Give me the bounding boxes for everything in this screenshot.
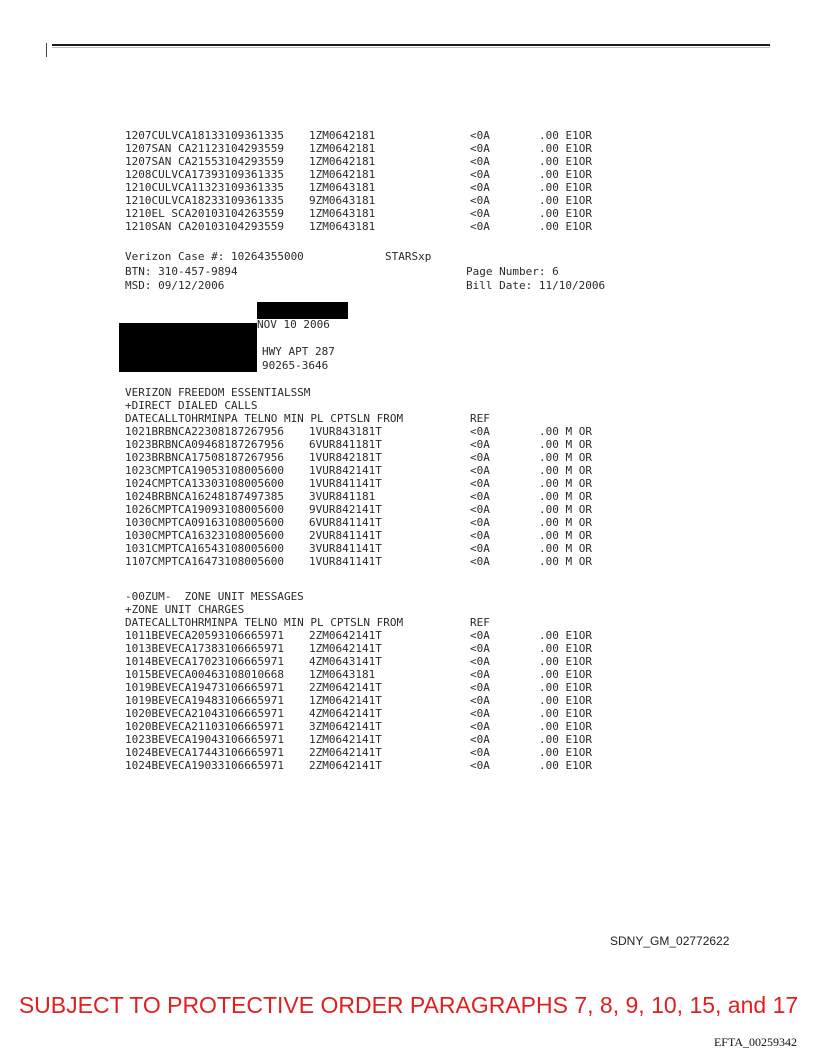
rate-code: 1ZM0643181 [309, 181, 376, 194]
ref-code: <0A [470, 668, 490, 681]
amount: .00 E1OR [539, 694, 592, 707]
amount: .00 E1OR [539, 181, 592, 194]
ref-code: <0A [470, 220, 490, 233]
ref-code: <0A [470, 681, 490, 694]
amount: .00 E1OR [539, 733, 592, 746]
call-detail: 1023BRBNCA17508187267956 [125, 451, 284, 464]
ref-code: <0A [470, 490, 490, 503]
ref-code: <0A [470, 733, 490, 746]
msd-date: MSD: 09/12/2006 [125, 279, 225, 292]
system-name: STARSxp [385, 250, 432, 263]
rate-code: 2ZM0642141T [309, 681, 382, 694]
call-detail: 1024CMPTCA13303108005600 [125, 477, 284, 490]
call-detail: 1024BEVECA19033106665971 [125, 759, 284, 772]
amount: .00 E1OR [539, 668, 592, 681]
rate-code: 4ZM0643141T [309, 655, 382, 668]
rate-code: 1ZM0642141T [309, 733, 382, 746]
rate-code: 1ZM0642181 [309, 155, 376, 168]
ref-code: <0A [470, 464, 490, 477]
call-detail: 1207SAN CA21123104293559 [125, 142, 284, 155]
amount: .00 M OR [539, 555, 592, 568]
call-detail: 1024BEVECA17443106665971 [125, 746, 284, 759]
rate-code: 1ZM0642141T [309, 642, 382, 655]
amount: .00 E1OR [539, 642, 592, 655]
ref-code: <0A [470, 438, 490, 451]
rate-code: 3VUR841181 [309, 490, 376, 503]
call-detail: 1107CMPTCA16473108005600 [125, 555, 284, 568]
call-detail: 1019BEVECA19473106665971 [125, 681, 284, 694]
rate-code: 1ZM0643181 [309, 207, 376, 220]
rate-code: 2ZM0642141T [309, 746, 382, 759]
call-detail: 1210CULVCA18233109361335 [125, 194, 284, 207]
amount: .00 E1OR [539, 655, 592, 668]
call-detail: 1011BEVECA20593106665971 [125, 629, 284, 642]
scan-edge-mark [46, 43, 47, 57]
call-detail: 1207SAN CA21553104293559 [125, 155, 284, 168]
rate-code: 2ZM0642141T [309, 759, 382, 772]
call-detail: 1020BEVECA21043106665971 [125, 707, 284, 720]
ref-code: <0A [470, 746, 490, 759]
rate-code: 6VUR841141T [309, 516, 382, 529]
rate-code: 3VUR841141T [309, 542, 382, 555]
amount: .00 E1OR [539, 629, 592, 642]
ref-code: <0A [470, 451, 490, 464]
amount: .00 M OR [539, 503, 592, 516]
efta-number: EFTA_00259342 [713, 1035, 797, 1049]
amount: .00 E1OR [539, 168, 592, 181]
amount: .00 M OR [539, 490, 592, 503]
rate-code: 1ZM0643181 [309, 220, 376, 233]
ref-code: <0A [470, 168, 490, 181]
page-number: Page Number: 6 [466, 265, 559, 278]
rate-code: 1ZM0642181 [309, 142, 376, 155]
call-detail: 1030CMPTCA16323108005600 [125, 529, 284, 542]
call-detail: 1015BEVECA00463108010668 [125, 668, 284, 681]
ref-code: <0A [470, 181, 490, 194]
amount: .00 M OR [539, 451, 592, 464]
rate-code: 3ZM0642141T [309, 720, 382, 733]
rate-code: 9VUR842141T [309, 503, 382, 516]
rate-code: 1ZM0643181 [309, 668, 376, 681]
call-detail: 1023BEVECA19043106665971 [125, 733, 284, 746]
rate-code: 6VUR841181T [309, 438, 382, 451]
amount: .00 M OR [539, 529, 592, 542]
amount: .00 E1OR [539, 207, 592, 220]
amount: .00 E1OR [539, 129, 592, 142]
ref-code: <0A [470, 555, 490, 568]
call-detail: 1024BRBNCA16248187497385 [125, 490, 284, 503]
call-detail: 1023CMPTCA19053108005600 [125, 464, 284, 477]
call-detail: 1019BEVECA19483106665971 [125, 694, 284, 707]
ref-code: <0A [470, 477, 490, 490]
amount: .00 E1OR [539, 142, 592, 155]
rate-code: 1VUR841141T [309, 477, 382, 490]
ref-code: <0A [470, 516, 490, 529]
call-detail: 1021BRBNCA22308187267956 [125, 425, 284, 438]
address-date: NOV 10 2006 [257, 318, 330, 331]
ref-code: <0A [470, 207, 490, 220]
ref-code: <0A [470, 542, 490, 555]
call-detail: 1013BEVECA17383106665971 [125, 642, 284, 655]
page-top-rule [52, 44, 770, 46]
ref-code: <0A [470, 720, 490, 733]
amount: .00 M OR [539, 516, 592, 529]
ref-code: <0A [470, 529, 490, 542]
rate-code: 1ZM0642181 [309, 168, 376, 181]
call-detail: 1026CMPTCA19093108005600 [125, 503, 284, 516]
ref-code: <0A [470, 694, 490, 707]
call-detail: 1210EL SCA20103104263559 [125, 207, 284, 220]
call-detail: 1210CULVCA11323109361335 [125, 181, 284, 194]
ref-code: <0A [470, 129, 490, 142]
amount: .00 M OR [539, 542, 592, 555]
rate-code: 9ZM0643181 [309, 194, 376, 207]
call-detail: 1014BEVECA17023106665971 [125, 655, 284, 668]
amount: .00 E1OR [539, 681, 592, 694]
amount: .00 E1OR [539, 220, 592, 233]
case-number: Verizon Case #: 10264355000 [125, 250, 304, 263]
rate-code: 1VUR842141T [309, 464, 382, 477]
rate-code: 4ZM0642141T [309, 707, 382, 720]
amount: .00 E1OR [539, 707, 592, 720]
rate-code: 2ZM0642141T [309, 629, 382, 642]
call-detail: 1020BEVECA21103106665971 [125, 720, 284, 733]
ref-code: <0A [470, 194, 490, 207]
rate-code: 1VUR841141T [309, 555, 382, 568]
rate-code: 1VUR842181T [309, 451, 382, 464]
call-detail: 1210SAN CA20103104293559 [125, 220, 284, 233]
bates-number: SDNY_GM_02772622 [610, 934, 730, 948]
protective-order-notice: SUBJECT TO PROTECTIVE ORDER PARAGRAPHS 7, 8, 9, 10, 15, and 17 [18, 992, 799, 1018]
address-zip: 90265-3646 [262, 359, 329, 372]
rate-code: 1ZM0642141T [309, 694, 382, 707]
amount: .00 E1OR [539, 746, 592, 759]
amount: .00 E1OR [539, 720, 592, 733]
ref-code: <0A [470, 425, 490, 438]
call-detail: 1207CULVCA18133109361335 [125, 129, 284, 142]
amount: .00 M OR [539, 477, 592, 490]
amount: .00 E1OR [539, 155, 592, 168]
amount: .00 M OR [539, 425, 592, 438]
ref-code: <0A [470, 655, 490, 668]
redaction-box [257, 302, 348, 319]
ref-code: <0A [470, 503, 490, 516]
call-detail: 1030CMPTCA09163108005600 [125, 516, 284, 529]
amount: .00 E1OR [539, 759, 592, 772]
call-detail: 1031CMPTCA16543108005600 [125, 542, 284, 555]
amount: .00 M OR [539, 438, 592, 451]
page-top-rule-shadow [52, 47, 770, 48]
amount: .00 E1OR [539, 194, 592, 207]
ref-code: <0A [470, 707, 490, 720]
ref-code: <0A [470, 629, 490, 642]
rate-code: 1ZM0642181 [309, 129, 376, 142]
address-line: HWY APT 287 [262, 345, 335, 358]
amount: .00 M OR [539, 464, 592, 477]
call-detail: 1208CULVCA17393109361335 [125, 168, 284, 181]
redaction-box [119, 323, 257, 372]
ref-code: <0A [470, 155, 490, 168]
call-detail: 1023BRBNCA09468187267956 [125, 438, 284, 451]
btn-number: BTN: 310-457-9894 [125, 265, 238, 278]
ref-code: <0A [470, 142, 490, 155]
bill-date: Bill Date: 11/10/2006 [466, 279, 606, 292]
rate-code: 1VUR843181T [309, 425, 382, 438]
ref-code: <0A [470, 642, 490, 655]
ref-code: <0A [470, 759, 490, 772]
rate-code: 2VUR841141T [309, 529, 382, 542]
